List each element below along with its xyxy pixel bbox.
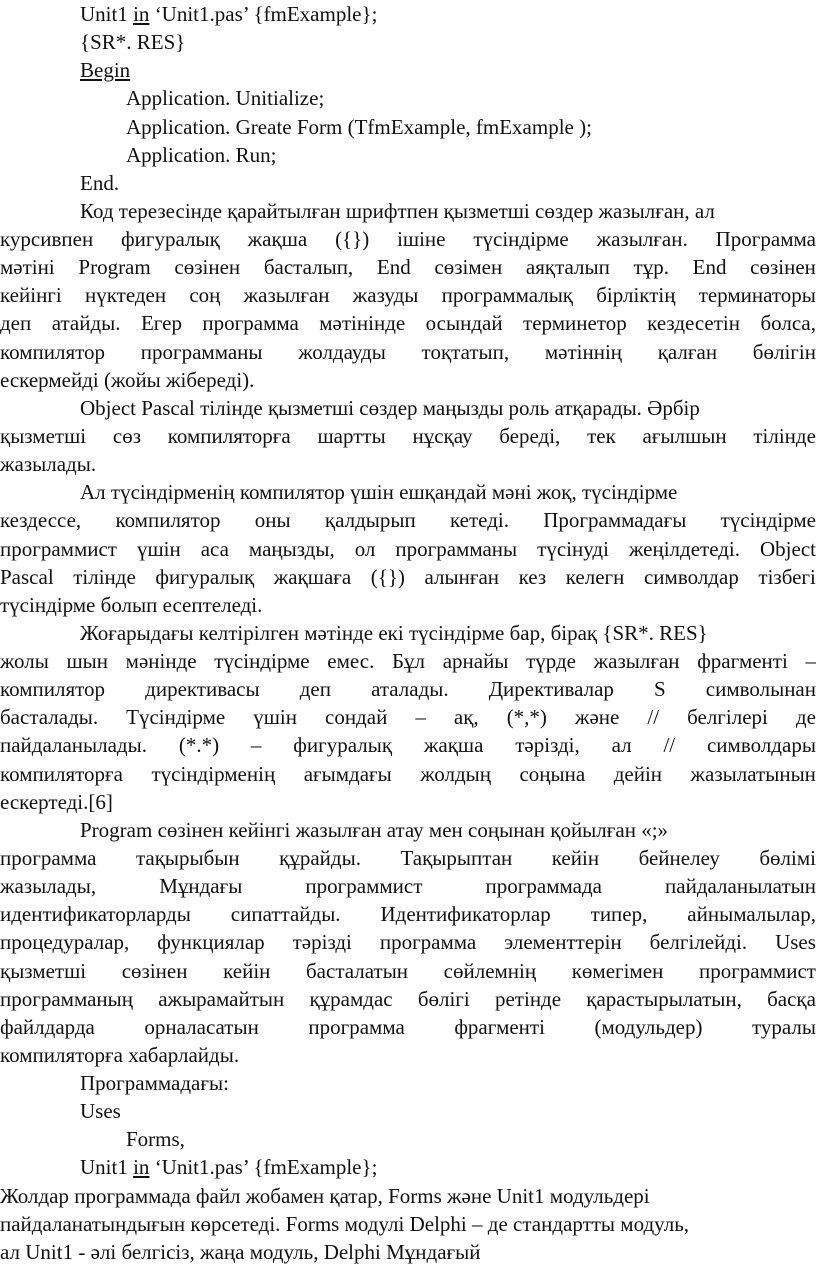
code-line-run: Application. Run; [126,142,277,167]
code-line-uses: Uses [80,1099,121,1124]
paragraph-line: кездессе, компилятор оны қалдырып кетеді. Программадағы түсіндірме [0,508,816,533]
paragraph-line: идентификаторларды сипаттайды. Идентификаторлар типер, айнымалылар, [0,902,816,927]
code-intro-label: Программадағы: [80,1071,229,1096]
paragraph-line: қызметші сөз компиляторға шартты нұсқау береді, тек ағылшын тілінде [0,424,816,448]
paragraph-line: деп атайды. Егер программа мәтінінде осындай терминетор кездесетін болса, [0,311,816,336]
keyword-in: in [133,1155,150,1180]
paragraph-line: компиляторға хабарлайды. [0,1042,240,1067]
paragraph-line: жолы шын мәнінде түсіндірме емес. Бұл арнайы түрде жазылған фрагменті – [0,649,816,674]
paragraph-line: компилятор программаны жолдауды тоқтатып, мәтіннің қалған бөлігін [0,339,816,364]
paragraph-line: компилятор директивасы деп аталады. Директивалар S символынан [0,677,816,702]
code-line-end: End. [80,170,120,195]
paragraph-line: басталады. Түсіндірме үшін сондай – ақ, (*,*) және // белгілері де [0,705,816,730]
paragraph-line: пайдаланатындығын көрсетеді. Forms модулі Delphi – де стандартты модуль, [0,1211,690,1236]
paragraph-line: Object Pascal тілінде қызметші сөздер маңызды роль атқарады. Әрбір [80,395,700,420]
paragraph-line: жазылады. [0,452,97,477]
keyword-in: in [133,2,150,26]
paragraph-line: түсіндірме болып есептеледі. [0,592,263,617]
code-line-forms: Forms, [126,1127,185,1152]
paragraph-line: файлдарда орналасатын программа фрагменті (модульдер) туралы [0,1014,816,1039]
paragraph-line: пайдаланылады. (*.*) – фигуралық жақша тәрізді, ал // символдары [0,733,816,758]
code-line-begin: Begin [80,58,131,83]
paragraph-line: мәтіні Program сөзінен басталып, End сөзімен аяқталып тұр. End сөзінен [0,255,816,280]
paragraph-line: компиляторға түсіндірменің ағымдағы жолдың соңына дейін жазылатынын [0,761,816,786]
paragraph-line: ескертеді.[6] [0,789,113,814]
paragraph-line: программист үшін аса маңызды, ол программаны түсінуді жеңілдетеді. Object [0,536,816,561]
paragraph-line: Жолдар программада файл жобамен қатар, Forms және Unit1 модульдері [0,1183,650,1208]
paragraph-line: ескермейді (жойы жібереді). [0,367,255,392]
paragraph-line: кейінгі нүктеден соң жазылған жазуды программалық бірліктің терминаторы [0,283,816,308]
paragraph-line: программа тақырыбын құрайды. Тақырыптан кейін бейнелеу бөлімі [0,846,816,870]
paragraph-line: курсивпен фигуралық жақша ({}) ішіне түсіндірме жазылған. Программа [0,227,816,252]
paragraph-line: Жоғарыдағы келтірілген мәтінде екі түсіндірме бар, бірақ {SR*. RES} [80,620,708,645]
paragraph-line: программаның ажырамайтын құрамдас бөлігі ретінде қарастырылатын, басқа [0,986,816,1011]
paragraph-line: Код терезесінде қарайтылған шрифтпен қызметші сөздер жазылған, ал [80,198,715,223]
code-line-unit-declaration: Unit1 in ‘Unit1.pas’ {fmExample}; [80,2,378,26]
code-line-unit-declaration: Unit1 in ‘Unit1.pas’ {fmExample}; [80,1155,378,1180]
paragraph-line: Pascal тілінде фигуралық жақшаға ({}) алынған кез келегн символдар тізбегі [0,564,816,589]
paragraph-line: Ал түсіндірменің компилятор үшін ешқандай мәні жоқ, түсіндірме [80,480,678,505]
code-line-resource-directive: {SR*. RES} [80,30,186,55]
paragraph-line: Program сөзінен кейінгі жазылған атау мен соңынан қойылған «;» [80,817,669,842]
paragraph-line: жазылады, Мұндағы программист программада пайдаланылатын [0,874,816,899]
code-line-initialize: Application. Unitialize; [126,86,325,111]
paragraph-line: ал Unit1 - әлі белгісіз, жаңа модуль, Delphi Мұндағый [0,1239,481,1264]
paragraph-line: қызметші сөзінен кейін басталатын сөйлемнің көмегімен программист [0,958,816,983]
code-line-create-form: Application. Greate Form (TfmExample, fmExample ); [126,114,592,139]
paragraph-line: процедуралар, функциялар тәрізді программа элементтерін белгілейді. Uses [0,930,816,955]
